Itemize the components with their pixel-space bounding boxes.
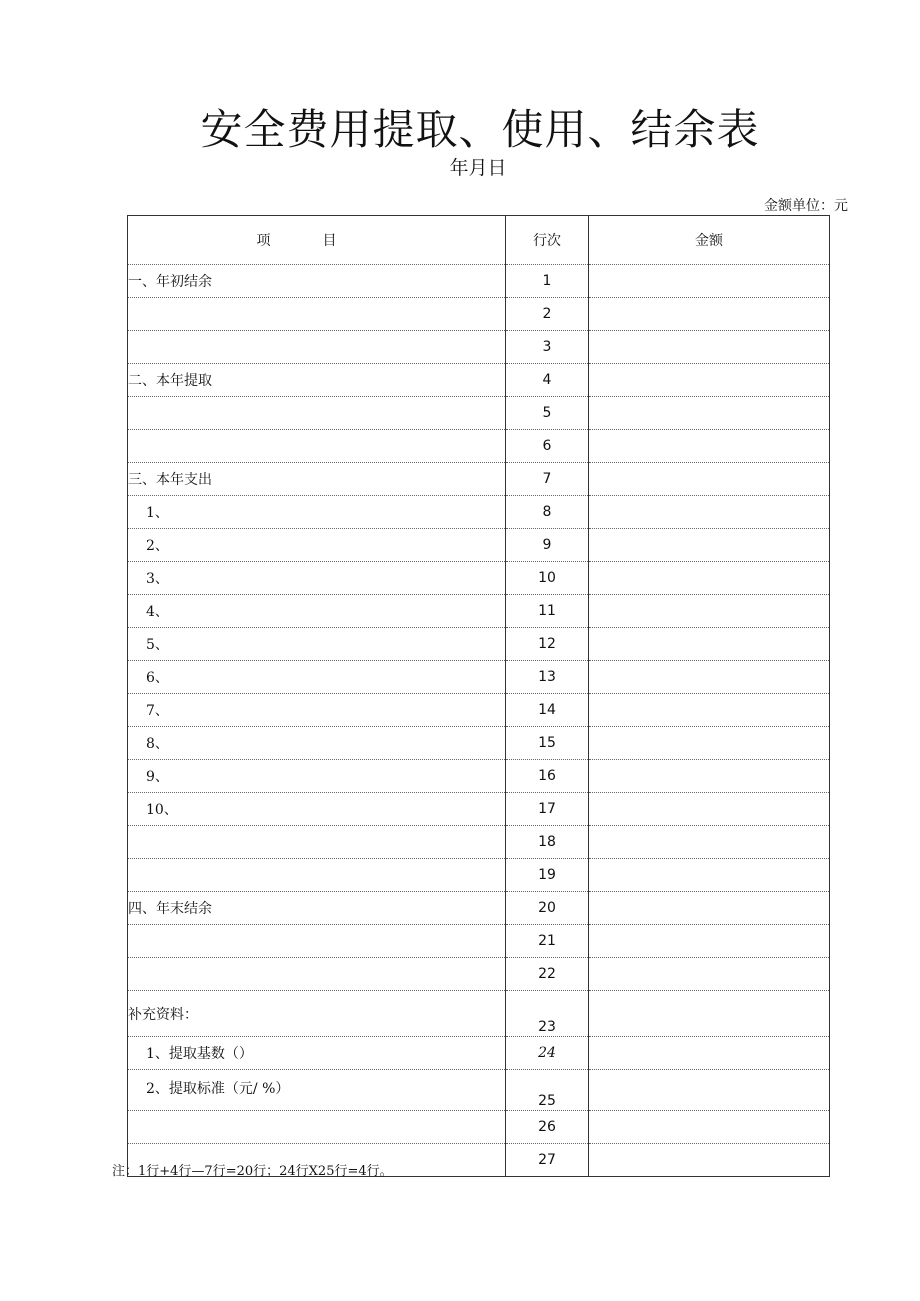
line-number-cell: 20 bbox=[506, 892, 589, 925]
amount-cell[interactable] bbox=[589, 430, 830, 463]
line-number-cell: 17 bbox=[506, 793, 589, 826]
line-number-cell: 24 bbox=[506, 1037, 589, 1070]
table-row bbox=[128, 298, 830, 331]
header-item: 项 目 bbox=[128, 216, 506, 265]
amount-cell[interactable] bbox=[589, 496, 830, 529]
amount-cell[interactable] bbox=[589, 925, 830, 958]
table-row bbox=[128, 331, 830, 364]
table-row bbox=[128, 1037, 830, 1070]
table-header-row bbox=[128, 216, 830, 265]
amount-cell[interactable] bbox=[589, 1037, 830, 1070]
line-number-cell: 3 bbox=[506, 331, 589, 364]
item-cell bbox=[128, 958, 506, 991]
amount-cell[interactable] bbox=[589, 727, 830, 760]
line-number-cell: 14 bbox=[506, 694, 589, 727]
item-cell bbox=[128, 859, 506, 892]
item-cell: 7、 bbox=[128, 694, 506, 727]
amount-cell[interactable] bbox=[589, 1111, 830, 1144]
amount-cell[interactable] bbox=[589, 661, 830, 694]
table-row bbox=[128, 529, 830, 562]
table-row bbox=[128, 991, 830, 1037]
item-cell bbox=[128, 430, 506, 463]
amount-cell[interactable] bbox=[589, 628, 830, 661]
line-number-cell: 16 bbox=[506, 760, 589, 793]
line-number-cell: 15 bbox=[506, 727, 589, 760]
table-row bbox=[128, 925, 830, 958]
line-number-cell: 7 bbox=[506, 463, 589, 496]
amount-cell[interactable] bbox=[589, 958, 830, 991]
amount-cell[interactable] bbox=[589, 331, 830, 364]
amount-cell[interactable] bbox=[589, 595, 830, 628]
item-cell: 9、 bbox=[128, 760, 506, 793]
date-line: 年月日 bbox=[449, 157, 507, 179]
line-number-cell: 19 bbox=[506, 859, 589, 892]
table-row bbox=[128, 562, 830, 595]
item-cell: 10、 bbox=[128, 793, 506, 826]
table-row bbox=[128, 892, 830, 925]
table-row bbox=[128, 661, 830, 694]
item-cell: 5、 bbox=[128, 628, 506, 661]
item-cell bbox=[128, 331, 506, 364]
table-row bbox=[128, 727, 830, 760]
item-cell: 2、 bbox=[128, 529, 506, 562]
page-title: 安全费用提取、使用、结余表 bbox=[200, 105, 760, 154]
item-cell: 4、 bbox=[128, 595, 506, 628]
table-row bbox=[128, 760, 830, 793]
table-row bbox=[128, 793, 830, 826]
amount-cell[interactable] bbox=[589, 826, 830, 859]
item-cell bbox=[128, 1111, 506, 1144]
amount-cell[interactable] bbox=[589, 694, 830, 727]
item-cell: 四、年末结余 bbox=[128, 892, 506, 925]
amount-cell[interactable] bbox=[589, 1070, 830, 1111]
table-row bbox=[128, 859, 830, 892]
table-row bbox=[128, 397, 830, 430]
line-number-cell: 23 bbox=[506, 991, 589, 1037]
amount-cell[interactable] bbox=[589, 760, 830, 793]
table-row bbox=[128, 1111, 830, 1144]
amount-cell[interactable] bbox=[589, 793, 830, 826]
amount-cell[interactable] bbox=[589, 991, 830, 1037]
item-cell: 2、提取标准（元/ %） bbox=[128, 1070, 506, 1111]
header-amount: 金额 bbox=[589, 216, 830, 265]
amount-cell[interactable] bbox=[589, 265, 830, 298]
amount-cell[interactable] bbox=[589, 364, 830, 397]
line-number-cell: 8 bbox=[506, 496, 589, 529]
line-number-cell: 21 bbox=[506, 925, 589, 958]
table-row bbox=[128, 694, 830, 727]
header-line-no: 行次 bbox=[506, 216, 589, 265]
line-number-cell: 22 bbox=[506, 958, 589, 991]
line-number-cell: 4 bbox=[506, 364, 589, 397]
item-cell: 1、 bbox=[128, 496, 506, 529]
amount-unit-label: 金额单位：元 bbox=[764, 198, 848, 214]
amount-cell[interactable] bbox=[589, 298, 830, 331]
line-number-cell: 25 bbox=[506, 1070, 589, 1111]
item-cell bbox=[128, 826, 506, 859]
line-number-cell: 18 bbox=[506, 826, 589, 859]
line-number-cell: 26 bbox=[506, 1111, 589, 1144]
amount-cell[interactable] bbox=[589, 1144, 830, 1177]
item-cell: 一、年初结余 bbox=[128, 265, 506, 298]
line-number-cell: 1 bbox=[506, 265, 589, 298]
footnote: 注：1行+4行—7行=20行；24行X25行=4行。 bbox=[112, 1164, 393, 1179]
item-cell bbox=[128, 397, 506, 430]
table-row bbox=[128, 595, 830, 628]
amount-cell[interactable] bbox=[589, 397, 830, 430]
line-number-cell: 6 bbox=[506, 430, 589, 463]
item-cell bbox=[128, 925, 506, 958]
amount-cell[interactable] bbox=[589, 562, 830, 595]
table-row bbox=[128, 364, 830, 397]
line-number-cell: 13 bbox=[506, 661, 589, 694]
amount-cell[interactable] bbox=[589, 859, 830, 892]
line-number-cell: 27 bbox=[506, 1144, 589, 1177]
table-row bbox=[128, 265, 830, 298]
table-row bbox=[128, 463, 830, 496]
table-row bbox=[128, 958, 830, 991]
amount-cell[interactable] bbox=[589, 529, 830, 562]
item-cell: 8、 bbox=[128, 727, 506, 760]
item-cell: 3、 bbox=[128, 562, 506, 595]
amount-cell[interactable] bbox=[589, 463, 830, 496]
table-row bbox=[128, 628, 830, 661]
line-number-cell: 11 bbox=[506, 595, 589, 628]
item-cell: 6、 bbox=[128, 661, 506, 694]
amount-cell[interactable] bbox=[589, 892, 830, 925]
item-cell bbox=[128, 298, 506, 331]
item-cell: 二、本年提取 bbox=[128, 364, 506, 397]
line-number-cell: 10 bbox=[506, 562, 589, 595]
table-row bbox=[128, 1070, 830, 1111]
safety-fee-table bbox=[127, 215, 830, 1177]
line-number-cell: 12 bbox=[506, 628, 589, 661]
table-row bbox=[128, 826, 830, 859]
table-row bbox=[128, 430, 830, 463]
item-cell: 1、提取基数（） bbox=[128, 1037, 506, 1070]
table-row bbox=[128, 496, 830, 529]
line-number-cell: 5 bbox=[506, 397, 589, 430]
item-cell: 三、本年支出 bbox=[128, 463, 506, 496]
line-number-cell: 2 bbox=[506, 298, 589, 331]
item-cell: 补充资料： bbox=[128, 991, 506, 1037]
line-number-cell: 9 bbox=[506, 529, 589, 562]
